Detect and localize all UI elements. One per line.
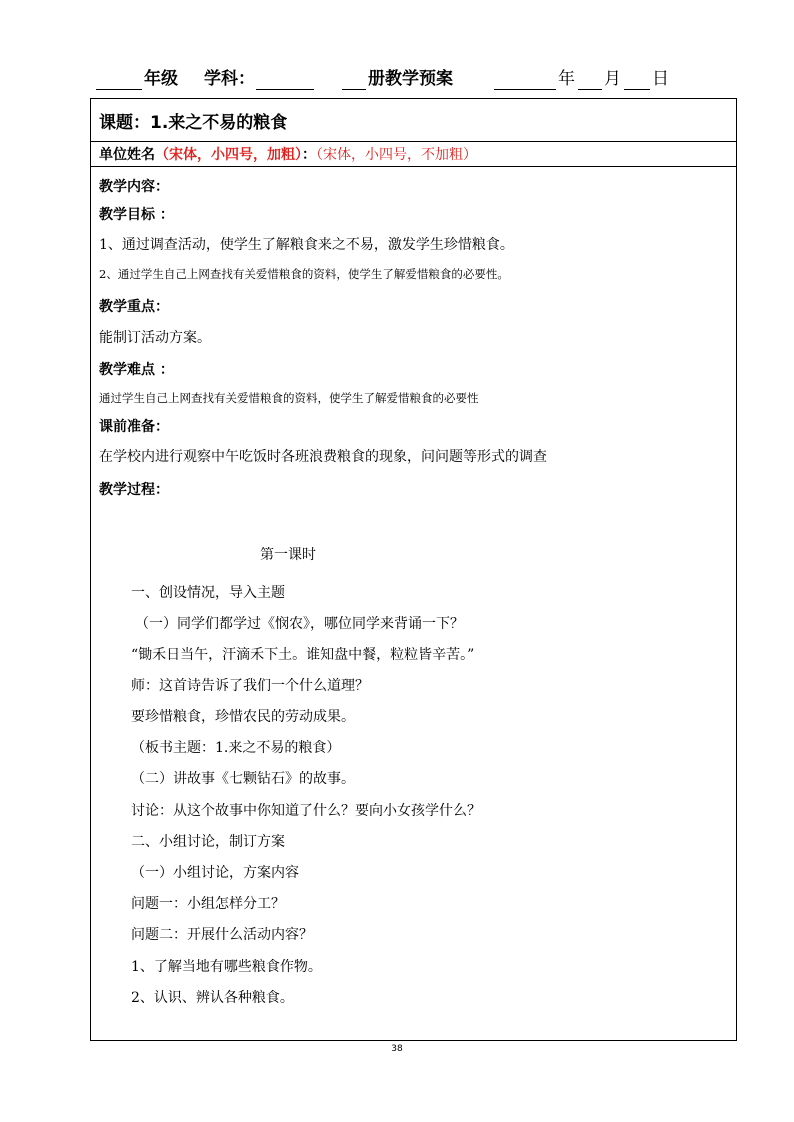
process-line: 讨论：从这个故事中你知道了什么？要向小女孩学什么？: [131, 803, 481, 819]
unit-label: 单位姓名: [99, 147, 155, 163]
poem-quote: “锄禾日当午，汗滴禾下土。谁知盘中餐，粒粒皆辛苦。”: [131, 647, 475, 663]
page-number: 38: [391, 1044, 403, 1054]
process-line: 1、了解当地有哪些粮食作物。: [131, 959, 322, 975]
day-blank: [624, 69, 650, 90]
year-label: 年: [558, 69, 575, 89]
header-line: [96, 66, 696, 92]
process-line: 问题一：小组怎样分工？: [131, 896, 285, 912]
process-line: （一）同学们都学过《悯农》，哪位同学来背诵一下？: [135, 616, 464, 632]
subject-blank: [256, 69, 314, 90]
goal-item-2: 2、通过学生自己上网查找有关爱惜粮食的资料，使学生了解爱惜粮食的必要性。: [99, 267, 509, 281]
preparation-text: 在学校内进行观察中午吃饭时各班浪费粮食的现象，问问题等形式的调查: [99, 449, 547, 465]
process-line: 2、认识、辨认各种粮食。: [131, 990, 294, 1006]
day-label: 日: [652, 69, 669, 89]
process-line: 师：这首诗告诉了我们一个什么道理？: [131, 678, 369, 694]
teaching-content-label: 教学内容：: [99, 179, 169, 195]
lesson-period-heading: 第一课时: [260, 547, 316, 563]
lesson-title: 课题：1.来之不易的粮食: [99, 113, 288, 133]
process-line: 一、创设情况，导入主题: [131, 585, 285, 601]
lesson-body: [91, 99, 736, 1040]
process-line: （板书主题：1.来之不易的粮食）: [131, 740, 341, 756]
process-line: 二、小组讨论，制订方案: [131, 834, 285, 850]
grade-label: 年级: [144, 69, 178, 89]
unit-bold-note: （宋体，小四号，加粗）: [155, 147, 302, 163]
subject-label: 学科：: [204, 69, 255, 89]
key-point-label: 教学重点：: [99, 299, 169, 315]
process-line: （二）讲故事《七颗钻石》的故事。: [131, 771, 355, 787]
goal-item-1: 1、通过调查活动，使学生了解粮食来之不易，激发学生珍惜粮食。: [99, 237, 514, 253]
month-blank: [578, 69, 602, 90]
volume-blank: [342, 69, 366, 90]
unit-normal-note: （宋体，小四号，不加粗）: [316, 147, 477, 163]
unit-colon: ：: [302, 147, 316, 163]
process-label: 教学过程：: [99, 482, 169, 498]
process-line: 要珍惜粮食，珍惜农民的劳动成果。: [131, 709, 355, 725]
lesson-plan-table: [90, 98, 737, 1041]
teaching-goals-label: 教学目标 ：: [99, 207, 174, 223]
process-line: （一）小组讨论，方案内容: [131, 865, 299, 881]
process-line: 问题二：开展什么活动内容？: [131, 927, 313, 943]
month-label: 月: [604, 69, 621, 89]
year-blank: [494, 69, 556, 90]
grade-blank: [96, 69, 142, 90]
key-point-text: 能制订活动方案。: [99, 330, 211, 346]
difficulty-text: 通过学生自己上网查找有关爱惜粮食的资料，使学生了解爱惜粮食的必要性: [99, 391, 479, 405]
volume-label: 册教学预案: [368, 69, 453, 89]
preparation-label: 课前准备：: [99, 419, 169, 435]
difficulty-label: 教学难点 ：: [99, 362, 174, 378]
